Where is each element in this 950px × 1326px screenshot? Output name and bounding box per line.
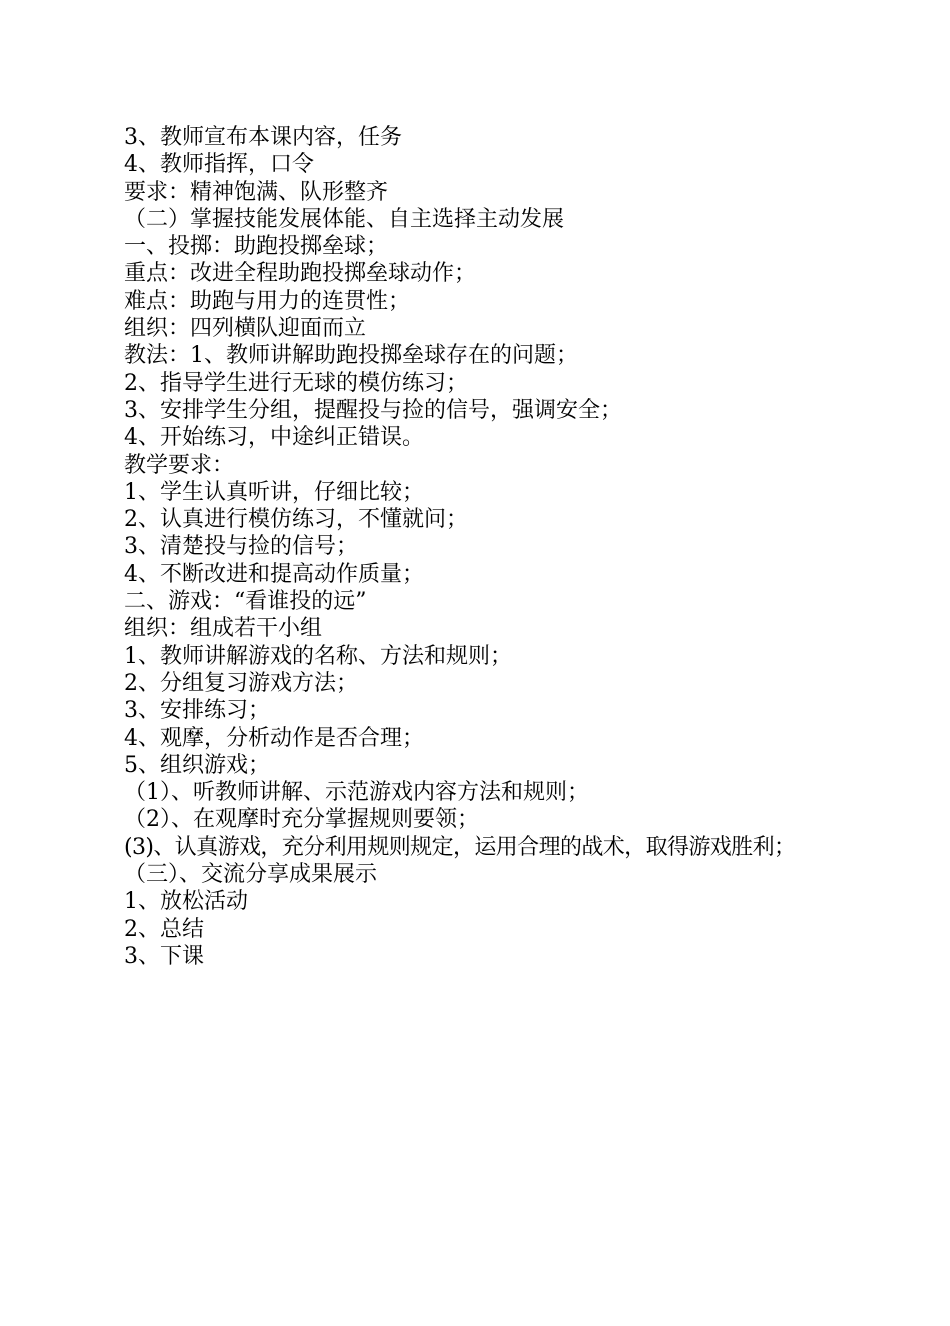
section-heading: （三）、交流分享成果展示: [124, 862, 378, 888]
text-line: 教法：1、教师讲解助跑投掷垒球存在的问题；: [124, 343, 578, 369]
text-line: 4、教师指挥，口令: [124, 152, 314, 178]
text-line: 1、放松活动: [124, 889, 248, 915]
subsection-heading: 二、游戏：“看谁投的远”: [124, 589, 367, 615]
text-line: 4、观摩，分析动作是否合理；: [124, 725, 424, 751]
text-line: 4、不断改进和提高动作质量；: [124, 561, 424, 587]
text-line: 4、开始练习，中途纠正错误。: [124, 425, 424, 451]
text-line: 2、总结: [124, 916, 204, 942]
text-line: 2、分组复习游戏方法；: [124, 670, 358, 696]
text-line: 5、组织游戏；: [124, 752, 270, 778]
section-heading: （二）掌握技能发展体能、自主选择主动发展: [124, 206, 565, 232]
text-line: 教学要求：: [124, 452, 235, 478]
text-line: 1、教师讲解游戏的名称、方法和规则；: [124, 643, 512, 669]
text-line: 3、下课: [124, 943, 204, 969]
document-body: [124, 124, 830, 970]
subsection-heading: 一、投掷：助跑投掷垒球；: [124, 234, 389, 260]
text-line: 组织：四列横队迎面而立: [124, 316, 367, 342]
text-line: 3、教师宣布本课内容，任务: [124, 125, 402, 150]
text-line: 组织：组成若干小组: [124, 616, 323, 642]
text-line: 3、清楚投与捡的信号；: [124, 534, 358, 560]
text-line: （1）、听教师讲解、示范游戏内容方法和规则；: [124, 780, 589, 806]
text-line: 难点：助跑与用力的连贯性；: [124, 288, 411, 314]
text-line: （2）、在观摩时充分掌握规则要领；: [124, 807, 479, 833]
text-line: 要求：精神饱满、队形整齐: [124, 179, 389, 205]
text-line: (3)、认真游戏，充分利用规则规定，运用合理的战术，取得游戏胜利；: [124, 834, 796, 860]
text-line: 1、学生认真听讲，仔细比较；: [124, 479, 424, 505]
text-line: 重点：改进全程助跑投掷垒球动作；: [124, 261, 477, 287]
text-line: 2、认真进行模仿练习，不懂就问；: [124, 507, 468, 533]
text-line: 2、指导学生进行无球的模仿练习；: [124, 370, 468, 396]
text-line: 3、安排练习；: [124, 698, 270, 724]
text-line: 3、安排学生分组，提醒投与捡的信号，强调安全；: [124, 397, 622, 423]
